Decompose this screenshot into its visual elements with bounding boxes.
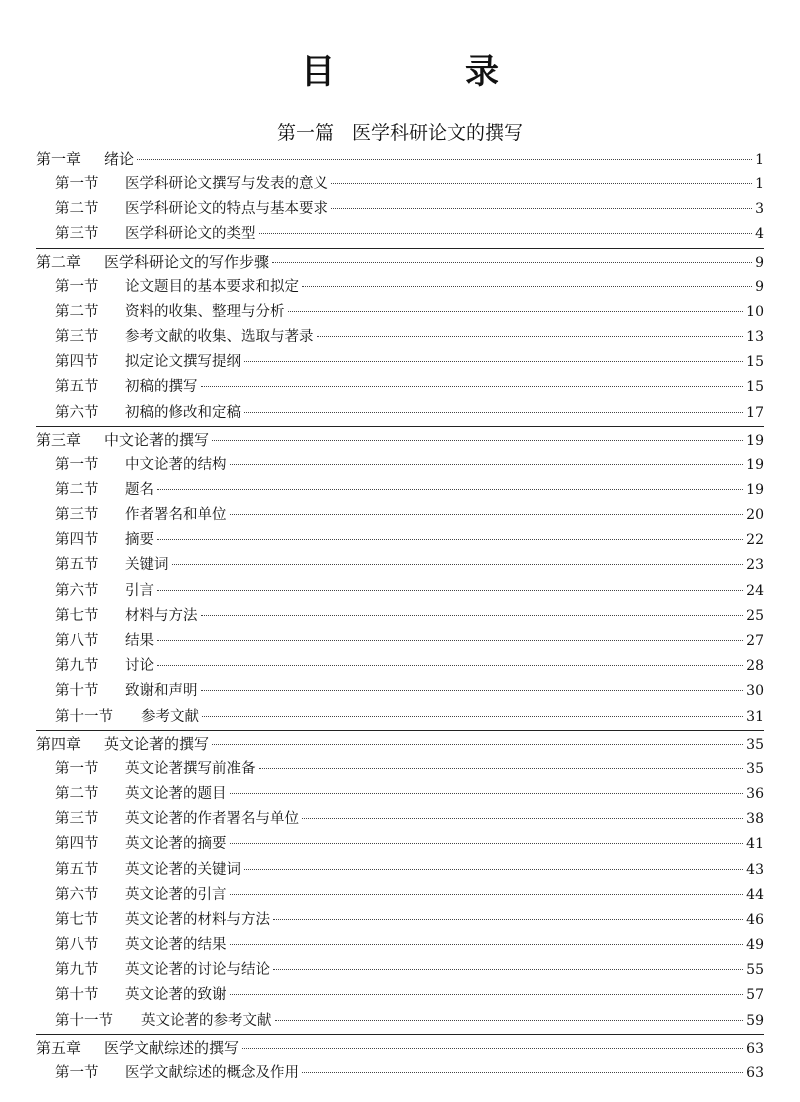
section-title: 致谢和声明 (125, 683, 198, 700)
toc-section-entry[interactable] (36, 933, 764, 958)
toc-chapter-entry[interactable] (36, 248, 764, 275)
section-title: 参考文献 (141, 708, 199, 725)
section-title: 英文论著的摘要 (125, 836, 227, 853)
chapter-title: 中文论著的撰写 (104, 430, 210, 449)
section-title: 结果 (125, 633, 154, 649)
page-number: 28 (746, 658, 764, 675)
section-number: 第六节 (55, 582, 99, 599)
section-number: 第四节 (55, 354, 99, 371)
page-number: 36 (746, 785, 764, 802)
page-number: 55 (746, 962, 764, 979)
section-title: 拟定论文撰写提纲 (125, 354, 241, 371)
dot-leader (302, 1072, 743, 1073)
section-title: 作者署名和单位 (125, 507, 227, 524)
toc-section-entry[interactable] (36, 604, 764, 629)
page-number: 10 (746, 303, 764, 320)
page-number: 43 (746, 861, 764, 878)
toc-section-entry[interactable] (36, 553, 764, 578)
toc-section-entry[interactable] (36, 350, 764, 375)
dot-leader (201, 615, 744, 616)
section-title: 论文题目的基本要求和拟定 (125, 278, 299, 295)
dot-leader (230, 843, 744, 844)
page-number: 38 (746, 811, 764, 828)
page-number: 49 (746, 937, 764, 954)
dot-leader (302, 286, 752, 287)
toc-chapter-entry[interactable] (36, 426, 764, 453)
dot-leader (230, 994, 744, 995)
toc-section-entry[interactable] (36, 275, 764, 300)
dot-leader (317, 336, 744, 337)
page-number: 25 (746, 607, 764, 624)
dot-leader (288, 311, 744, 312)
section-number: 第五节 (55, 861, 99, 878)
toc-section-entry[interactable] (36, 654, 764, 679)
dot-leader (331, 183, 752, 184)
dot-leader (244, 361, 743, 362)
section-title: 英文论著撰写前准备 (125, 760, 256, 777)
dot-leader (157, 590, 743, 591)
section-title: 英文论著的关键词 (125, 861, 241, 878)
toc-section-entry[interactable] (36, 983, 764, 1008)
toc-section-entry[interactable] (36, 478, 764, 503)
section-title: 引言 (125, 582, 154, 599)
toc-section-entry[interactable] (36, 1009, 764, 1034)
page-number: 57 (746, 987, 764, 1004)
section-title: 参考文献的收集、选取与著录 (125, 328, 314, 345)
section-title: 医学科研论文的类型 (125, 226, 256, 243)
page-number: 44 (746, 886, 764, 903)
page-number: 59 (746, 1012, 764, 1029)
page-number: 35 (746, 736, 764, 753)
section-number: 第二节 (55, 303, 99, 320)
dot-leader (302, 818, 743, 819)
page-number: 17 (746, 404, 764, 421)
section-title: 初稿的修改和定稿 (125, 404, 241, 421)
page-number: 30 (746, 683, 764, 700)
section-number: 第三节 (55, 811, 99, 828)
page-number: 15 (746, 354, 764, 371)
toc-section-entry[interactable] (36, 883, 764, 908)
dot-leader (244, 869, 743, 870)
toc-section-entry[interactable] (36, 908, 764, 933)
toc-section-entry[interactable] (36, 858, 764, 883)
section-number: 第七节 (55, 911, 99, 928)
chapter-number: 第五章 (36, 1038, 82, 1057)
section-number: 第六节 (55, 404, 99, 421)
dot-leader (244, 412, 743, 413)
toc-section-entry[interactable] (36, 1061, 764, 1086)
page-number: 41 (746, 836, 764, 853)
section-title: 英文论著的材料与方法 (125, 911, 270, 928)
section-number: 第一节 (55, 1064, 99, 1081)
section-title: 医学文献综述的概念及作用 (125, 1064, 299, 1081)
page-number: 19 (746, 432, 764, 449)
dot-leader (172, 564, 744, 565)
chapter-number: 第一章 (36, 150, 82, 168)
section-number: 第二节 (55, 201, 99, 218)
page-number: 63 (746, 1040, 764, 1057)
dot-leader (201, 386, 744, 387)
section-title: 英文论著的参考文献 (141, 1012, 272, 1029)
dot-leader (230, 894, 744, 895)
section-number: 第三节 (55, 507, 99, 524)
section-title: 英文论著的作者署名与单位 (125, 811, 299, 828)
toc-section-entry[interactable] (36, 503, 764, 528)
section-number: 第八节 (55, 937, 99, 954)
section-title: 材料与方法 (125, 607, 198, 624)
section-number: 第七节 (55, 607, 99, 624)
page-number: 46 (746, 911, 764, 928)
toc-section-entry[interactable] (36, 629, 764, 654)
dot-leader (272, 262, 752, 263)
dot-leader (259, 233, 753, 234)
page-number: 4 (755, 226, 764, 243)
section-number: 第一节 (55, 278, 99, 295)
page-number: 22 (746, 532, 764, 549)
page-number: 1 (755, 176, 764, 192)
dot-leader (275, 1020, 744, 1021)
page-number: 3 (755, 201, 764, 218)
section-number: 第四节 (55, 532, 99, 549)
toc-section-entry[interactable] (36, 453, 764, 478)
page-number: 27 (746, 633, 764, 649)
dot-leader (273, 919, 743, 920)
dot-leader (157, 539, 743, 540)
page-number: 13 (746, 328, 764, 345)
section-number: 第十一节 (55, 1012, 113, 1029)
section-number: 第五节 (55, 557, 99, 574)
dot-leader (212, 440, 743, 441)
section-title: 医学科研论文撰写与发表的意义 (125, 176, 328, 192)
section-number: 第十节 (55, 683, 99, 700)
chapter-title: 绪论 (104, 150, 135, 168)
dot-leader (230, 514, 744, 515)
toc-section-entry[interactable] (36, 705, 764, 730)
toc-chapter-entry[interactable] (36, 146, 764, 172)
dot-leader (212, 744, 743, 745)
toc-section-entry[interactable] (36, 579, 764, 604)
page-number: 19 (746, 456, 764, 473)
page-number: 19 (746, 481, 764, 498)
section-title: 英文论著的致谢 (125, 987, 227, 1004)
page-number: 20 (746, 507, 764, 524)
page-title: 目 录 (301, 52, 547, 92)
table-of-contents (36, 146, 764, 1086)
toc-section-entry[interactable] (36, 757, 764, 782)
section-number: 第四节 (55, 836, 99, 853)
dot-leader (157, 640, 743, 641)
section-title: 中文论著的结构 (125, 456, 227, 473)
toc-section-entry[interactable] (36, 172, 764, 197)
page-number: 24 (746, 582, 764, 599)
part-heading (0, 118, 800, 145)
section-title: 题名 (125, 481, 154, 498)
section-title: 初稿的撰写 (125, 379, 198, 396)
dot-leader (137, 159, 752, 160)
toc-section-entry[interactable] (36, 679, 764, 704)
toc-section-entry[interactable] (36, 401, 764, 426)
toc-section-entry[interactable] (36, 528, 764, 553)
section-number: 第五节 (55, 379, 99, 396)
toc-section-entry[interactable] (36, 807, 764, 832)
section-number: 第十一节 (55, 708, 113, 725)
toc-chapter-entry[interactable] (36, 730, 764, 757)
toc-section-entry[interactable] (36, 782, 764, 807)
section-title: 讨论 (125, 658, 154, 675)
chapter-title: 英文论著的撰写 (104, 734, 210, 753)
section-title: 英文论著的结果 (125, 937, 227, 954)
chapter-number: 第三章 (36, 430, 82, 449)
dot-leader (202, 716, 743, 717)
dot-leader (230, 793, 744, 794)
chapter-title: 医学文献综述的撰写 (104, 1038, 240, 1057)
page-number: 31 (746, 708, 764, 725)
section-title: 英文论著的讨论与结论 (125, 962, 270, 979)
section-title: 医学科研论文的特点与基本要求 (125, 201, 328, 218)
dot-leader (331, 208, 752, 209)
section-number: 第三节 (55, 226, 99, 243)
section-title: 英文论著的引言 (125, 886, 227, 903)
page-number: 15 (746, 379, 764, 396)
toc-section-entry[interactable] (36, 958, 764, 983)
section-number: 第二节 (55, 481, 99, 498)
page-number: 23 (746, 557, 764, 574)
section-title: 资料的收集、整理与分析 (125, 303, 285, 320)
dot-leader (259, 768, 744, 769)
chapter-number: 第四章 (36, 734, 82, 753)
section-number: 第十节 (55, 987, 99, 1004)
section-number: 第一节 (55, 176, 99, 192)
section-number: 第一节 (55, 456, 99, 473)
section-number: 第六节 (55, 886, 99, 903)
dot-leader (157, 489, 743, 490)
toc-section-entry[interactable] (36, 325, 764, 350)
toc-chapter-entry[interactable] (36, 1034, 764, 1061)
section-number: 第九节 (55, 658, 99, 675)
toc-section-entry[interactable] (36, 300, 764, 325)
chapter-number: 第二章 (36, 252, 82, 271)
toc-section-entry[interactable] (36, 375, 764, 400)
page-number: 9 (755, 254, 764, 271)
section-number: 第九节 (55, 962, 99, 979)
toc-section-entry[interactable] (36, 222, 764, 247)
chapter-title: 医学科研论文的写作步骤 (104, 252, 270, 271)
section-title: 英文论著的题目 (125, 785, 227, 802)
page-number: 1 (755, 152, 764, 168)
page-number: 63 (746, 1064, 764, 1081)
section-title: 关键词 (125, 557, 169, 574)
dot-leader (242, 1048, 743, 1049)
toc-section-entry[interactable] (36, 197, 764, 222)
dot-leader (230, 464, 744, 465)
dot-leader (273, 969, 743, 970)
dot-leader (201, 690, 744, 691)
section-number: 第八节 (55, 633, 99, 649)
part-title: 医学科研论文的撰写 (352, 122, 524, 144)
dot-leader (230, 944, 744, 945)
page-number: 35 (746, 760, 764, 777)
dot-leader (157, 665, 743, 666)
part-number: 第一篇 (276, 122, 334, 144)
section-title: 摘要 (125, 532, 154, 549)
section-number: 第一节 (55, 760, 99, 777)
section-number: 第二节 (55, 785, 99, 802)
page-number: 9 (755, 278, 764, 295)
section-number: 第三节 (55, 328, 99, 345)
toc-section-entry[interactable] (36, 832, 764, 857)
